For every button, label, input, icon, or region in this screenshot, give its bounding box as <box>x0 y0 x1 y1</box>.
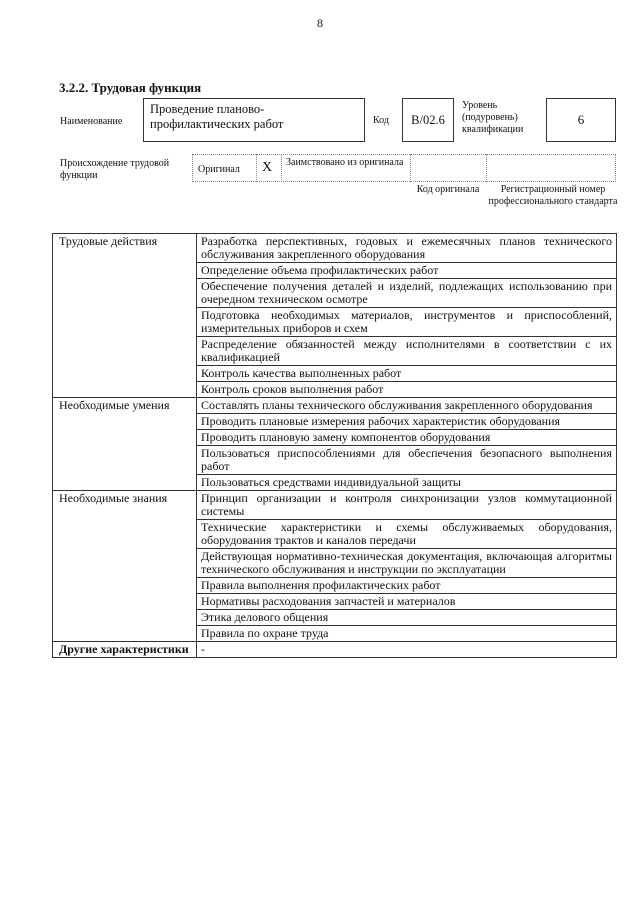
item-cell: Нормативы расходования запчастей и материалов <box>197 594 617 610</box>
category-cell: Необходимые умения <box>53 398 197 491</box>
level-box: 6 <box>546 98 616 142</box>
item-cell: Этика делового общения <box>197 610 617 626</box>
code-box: B/02.6 <box>402 98 454 142</box>
code-label: Код <box>373 115 389 126</box>
original-label: Оригинал <box>198 164 240 175</box>
function-table <box>52 233 617 658</box>
item-cell: Составлять планы технического обслуживания закрепленного оборудования <box>197 398 617 414</box>
item-cell: Контроль сроков выполнения работ <box>197 382 617 398</box>
table-row <box>53 398 617 414</box>
original-mark: X <box>262 160 273 175</box>
name-label: Наименование <box>60 116 123 127</box>
divider <box>410 154 411 182</box>
page-number: 8 <box>317 16 323 30</box>
table-row <box>53 234 617 263</box>
item-cell: Распределение обязанностей между исполнителями в соответствии с их квалификацией <box>197 337 617 366</box>
item-cell: Обеспечение получения деталей и изделий, подлежащих использованию при очередном техническом осмотре <box>197 279 617 308</box>
category-cell: Трудовые действия <box>53 234 197 398</box>
item-cell: Пользоваться приспособлениями для обеспечения безопасного выполнения работ <box>197 446 617 475</box>
item-cell: Пользоваться средствами индивидуальной защиты <box>197 475 617 491</box>
level-label: Уровень (подуровень) квалификации <box>462 100 524 135</box>
item-cell: Контроль качества выполненных работ <box>197 366 617 382</box>
table-row <box>53 491 617 520</box>
category-cell: Другие характеристики <box>53 642 197 658</box>
item-cell: Принцип организации и контроля синхронизации узлов коммутационной системы <box>197 491 617 520</box>
item-cell: Проводить плановую замену компонентов оборудования <box>197 430 617 446</box>
item-cell: Определение объема профилактических работ <box>197 263 617 279</box>
divider <box>486 154 487 182</box>
item-cell: Проводить плановые измерения рабочих характеристик оборудования <box>197 414 617 430</box>
divider <box>281 154 282 182</box>
category-cell: Необходимые знания <box>53 491 197 642</box>
item-cell: Разработка перспективных, годовых и ежемесячных планов технического обслуживания закрепленного оборудования <box>197 234 617 263</box>
item-cell: Правила выполнения профилактических работ <box>197 578 617 594</box>
code-original-caption: Код оригинала <box>416 184 480 195</box>
function-name-box: Проведение планово-профилактических работ <box>143 98 365 142</box>
section-title: 3.2.2. Трудовая функция <box>59 80 202 95</box>
table-row <box>53 642 617 658</box>
item-cell: Технические характеристики и схемы обслуживаемых оборудования, оборудования трактов и каналов передачи <box>197 520 617 549</box>
reg-number-caption: Регистрационный номер профессионального стандарта <box>488 184 618 207</box>
item-cell: Действующая нормативно-техническая документация, включающая алгоритмы технического обслуживания и инструкции по эксплуатации <box>197 549 617 578</box>
item-cell: - <box>197 642 617 658</box>
item-cell: Подготовка необходимых материалов, инструментов и приспособлений, измерительных приборов и схем <box>197 308 617 337</box>
divider <box>256 154 257 182</box>
origin-label: Происхождение трудовой функции <box>60 158 170 181</box>
item-cell: Правила по охране труда <box>197 626 617 642</box>
borrowed-label: Заимствовано из оригинала <box>286 157 404 168</box>
